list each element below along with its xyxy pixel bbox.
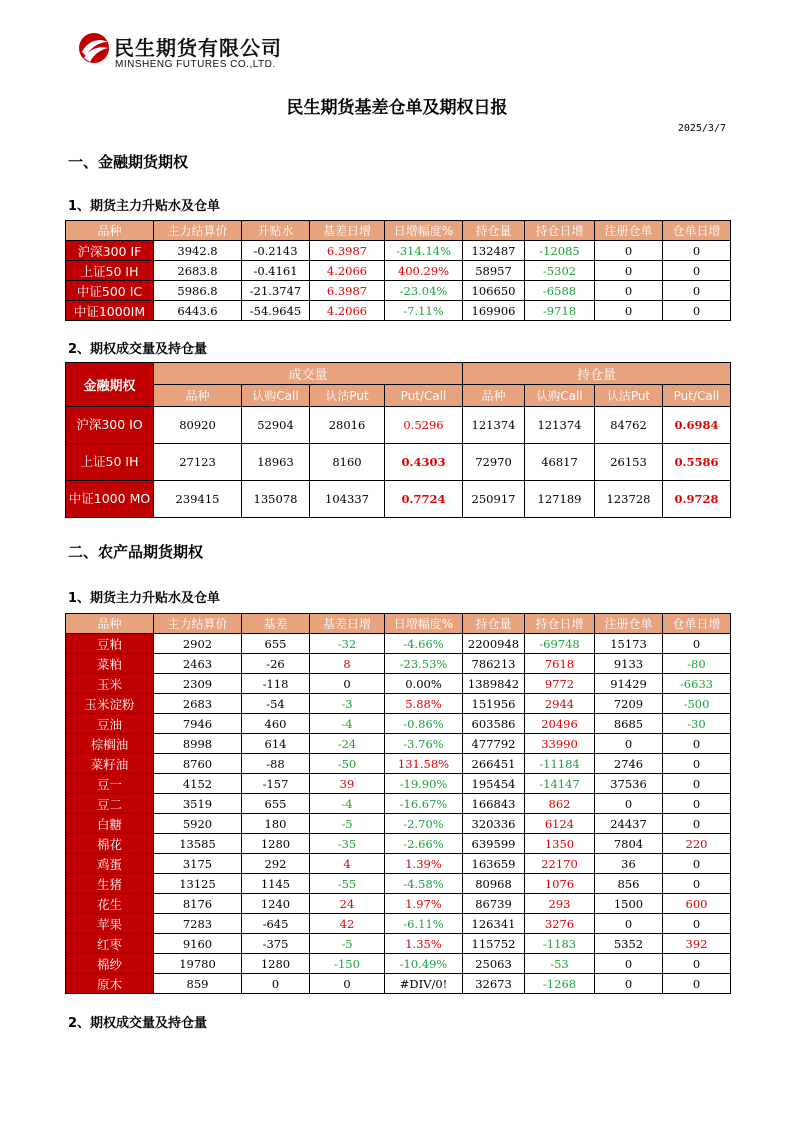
table-cell: 320336 (463, 814, 525, 834)
table-cell: 0 (663, 734, 731, 754)
table-row (66, 734, 731, 754)
table-cell: 0 (595, 281, 663, 301)
table-cell: 8685 (595, 714, 663, 734)
table-cell: 3942.8 (154, 241, 242, 261)
table-cell: -5302 (525, 261, 595, 281)
table-row (66, 834, 731, 854)
table-cell: 8176 (154, 894, 242, 914)
table-cell: -19.90% (385, 774, 463, 794)
column-header: 品种 (66, 221, 154, 241)
table-cell: 614 (242, 734, 310, 754)
table-row (66, 934, 731, 954)
table-cell: 1389842 (463, 674, 525, 694)
table-cell: 0 (595, 954, 663, 974)
sub-header-row (66, 385, 731, 407)
table-row (66, 654, 731, 674)
table-row (66, 894, 731, 914)
column-header: 认沽Put (310, 385, 385, 407)
column-header: 注册仓单 (595, 614, 663, 634)
table-cell: -4 (310, 794, 385, 814)
table-cell: 126341 (463, 914, 525, 934)
table-cell: 6124 (525, 814, 595, 834)
table-cell: 0 (663, 301, 731, 321)
table-cell: -5 (310, 814, 385, 834)
table-cell: 0 (595, 974, 663, 994)
table-cell: 80968 (463, 874, 525, 894)
table-cell: 42 (310, 914, 385, 934)
table-cell: 26153 (595, 444, 663, 481)
table-cell: 477792 (463, 734, 525, 754)
table-cell: 135078 (242, 481, 310, 518)
table-row (66, 714, 731, 734)
table-cell: -4.66% (385, 634, 463, 654)
table-cell: -314.14% (385, 241, 463, 261)
table-cell: -32 (310, 634, 385, 654)
column-header: 持仓日增 (525, 614, 595, 634)
table-cell: 0 (663, 954, 731, 974)
table-cell: 5.88% (385, 694, 463, 714)
row-label: 棉纱 (66, 954, 154, 974)
table-cell: 0.6984 (663, 407, 731, 444)
row-label: 花生 (66, 894, 154, 914)
table-cell: 3519 (154, 794, 242, 814)
column-header: 仓单日增 (663, 221, 731, 241)
table-cell: 0 (595, 241, 663, 261)
table-cell: -69748 (525, 634, 595, 654)
table-cell: 5986.8 (154, 281, 242, 301)
table-cell: 180 (242, 814, 310, 834)
table-cell: 1145 (242, 874, 310, 894)
table-cell: 655 (242, 634, 310, 654)
table-cell: 250917 (463, 481, 525, 518)
table-cell: -7.11% (385, 301, 463, 321)
table-cell: 0 (663, 854, 731, 874)
column-header: 日增幅度% (385, 221, 463, 241)
table-cell: -26 (242, 654, 310, 674)
column-header: 认沽Put (595, 385, 663, 407)
table-cell: 1076 (525, 874, 595, 894)
row-label: 上证50 IH (66, 444, 154, 481)
table-cell: 0 (663, 281, 731, 301)
table-cell: -55 (310, 874, 385, 894)
agri-futures-table (65, 613, 731, 994)
column-header: 日增幅度% (385, 614, 463, 634)
table-cell: 2683 (154, 694, 242, 714)
row-label: 沪深300 IF (66, 241, 154, 261)
table-cell: 22170 (525, 854, 595, 874)
column-header: 主力结算价 (154, 614, 242, 634)
table-cell: 0 (595, 734, 663, 754)
header-row (66, 614, 731, 634)
column-header: 认购Call (525, 385, 595, 407)
table-cell: -14147 (525, 774, 595, 794)
table-cell: 0 (663, 814, 731, 834)
table-cell: 52904 (242, 407, 310, 444)
table-cell: 27123 (154, 444, 242, 481)
row-label: 红枣 (66, 934, 154, 954)
table-cell: -54.9645 (242, 301, 310, 321)
table-cell: -88 (242, 754, 310, 774)
table-cell: 24 (310, 894, 385, 914)
table-cell: 15173 (595, 634, 663, 654)
table-cell: 0 (663, 974, 731, 994)
table-row (66, 281, 731, 301)
table-cell: 220 (663, 834, 731, 854)
table-cell: 0 (663, 261, 731, 281)
table-cell: 1500 (595, 894, 663, 914)
table-cell: 3175 (154, 854, 242, 874)
row-label: 菜籽油 (66, 754, 154, 774)
table-cell: 0.5296 (385, 407, 463, 444)
table-row (66, 634, 731, 654)
table-cell: 0 (663, 634, 731, 654)
table-cell: 0 (310, 974, 385, 994)
table-cell: 7804 (595, 834, 663, 854)
table-cell: 239415 (154, 481, 242, 518)
table-cell: 166843 (463, 794, 525, 814)
table-cell: -5 (310, 934, 385, 954)
table-cell: -11184 (525, 754, 595, 774)
table-cell: 266451 (463, 754, 525, 774)
table-cell: 600 (663, 894, 731, 914)
minsheng-logo-icon (78, 30, 110, 66)
table-cell: 856 (595, 874, 663, 894)
table-cell: 0 (663, 241, 731, 261)
table-cell: 131.58% (385, 754, 463, 774)
column-header: Put/Call (385, 385, 463, 407)
oi-group-header: 持仓量 (463, 363, 731, 385)
table-row (66, 241, 731, 261)
table-cell: -0.86% (385, 714, 463, 734)
row-label: 中证1000 MO (66, 481, 154, 518)
table-cell: 292 (242, 854, 310, 874)
table-cell: 0 (663, 914, 731, 934)
row-label: 中证500 IC (66, 281, 154, 301)
table-cell: 603586 (463, 714, 525, 734)
table-cell: 6443.6 (154, 301, 242, 321)
fin-options-subheading: 2、期权成交量及持仓量 (68, 342, 208, 357)
column-header: 升贴水 (242, 221, 310, 241)
fin-options-corner: 金融期权 (66, 363, 154, 407)
table-cell: -9718 (525, 301, 595, 321)
table-cell: 4 (310, 854, 385, 874)
table-cell: 8160 (310, 444, 385, 481)
row-label: 玉米淀粉 (66, 694, 154, 714)
table-cell: 19780 (154, 954, 242, 974)
table-cell: 0.4303 (385, 444, 463, 481)
table-cell: 24437 (595, 814, 663, 834)
row-label: 豆油 (66, 714, 154, 734)
table-row (66, 814, 731, 834)
table-cell: 8 (310, 654, 385, 674)
table-cell: 58957 (463, 261, 525, 281)
table-cell: 460 (242, 714, 310, 734)
column-header: Put/Call (663, 385, 731, 407)
table-cell: 293 (525, 894, 595, 914)
column-header: 品种 (154, 385, 242, 407)
column-header: 基差 (242, 614, 310, 634)
table-cell: 115752 (463, 934, 525, 954)
table-row (66, 481, 731, 518)
table-cell: -1183 (525, 934, 595, 954)
table-cell: -118 (242, 674, 310, 694)
table-row (66, 774, 731, 794)
table-cell: 84762 (595, 407, 663, 444)
table-cell: -1268 (525, 974, 595, 994)
table-cell: #DIV/0! (385, 974, 463, 994)
row-label: 豆一 (66, 774, 154, 794)
table-row (66, 794, 731, 814)
table-cell: 37536 (595, 774, 663, 794)
table-cell: 121374 (463, 407, 525, 444)
column-header: 基差日增 (310, 221, 385, 241)
table-cell: 9133 (595, 654, 663, 674)
row-label: 鸡蛋 (66, 854, 154, 874)
logo-english-name: MINSHENG FUTURES CO.,LTD. (115, 59, 276, 70)
table-cell: 1.97% (385, 894, 463, 914)
row-label: 豆粕 (66, 634, 154, 654)
row-label: 棉花 (66, 834, 154, 854)
table-cell: 0 (595, 794, 663, 814)
table-row (66, 854, 731, 874)
agri-futures-subheading: 1、期货主力升贴水及仓单 (68, 591, 221, 606)
table-cell: 9160 (154, 934, 242, 954)
column-header: 持仓量 (463, 614, 525, 634)
column-header: 注册仓单 (595, 221, 663, 241)
table-cell: -50 (310, 754, 385, 774)
table-cell: 7618 (525, 654, 595, 674)
row-label: 菜粕 (66, 654, 154, 674)
table-cell: 2309 (154, 674, 242, 694)
table-cell: 46817 (525, 444, 595, 481)
table-cell: -30 (663, 714, 731, 734)
volume-group-header: 成交量 (154, 363, 463, 385)
table-cell: 123728 (595, 481, 663, 518)
table-row (66, 444, 731, 481)
table-cell: 7209 (595, 694, 663, 714)
table-cell: 1240 (242, 894, 310, 914)
table-cell: 8998 (154, 734, 242, 754)
table-cell: 0 (595, 301, 663, 321)
company-logo (78, 30, 318, 74)
row-label: 豆二 (66, 794, 154, 814)
table-cell: 0 (242, 974, 310, 994)
table-cell: 2746 (595, 754, 663, 774)
table-cell: 121374 (525, 407, 595, 444)
column-header: 品种 (463, 385, 525, 407)
table-cell: 106650 (463, 281, 525, 301)
table-cell: 0.7724 (385, 481, 463, 518)
report-title: 民生期货基差仓单及期权日报 (286, 98, 508, 118)
table-cell: 1280 (242, 954, 310, 974)
table-cell: 72970 (463, 444, 525, 481)
table-cell: 0 (595, 914, 663, 934)
table-cell: 25063 (463, 954, 525, 974)
table-cell: -4 (310, 714, 385, 734)
table-row (66, 407, 731, 444)
table-cell: 0 (310, 674, 385, 694)
table-cell: 18963 (242, 444, 310, 481)
table-cell: -6.11% (385, 914, 463, 934)
table-cell: -21.3747 (242, 281, 310, 301)
table-cell: 7283 (154, 914, 242, 934)
table-cell: 639599 (463, 834, 525, 854)
table-row (66, 754, 731, 774)
table-cell: -6633 (663, 674, 731, 694)
table-row (66, 674, 731, 694)
table-cell: -3.76% (385, 734, 463, 754)
row-label: 原木 (66, 974, 154, 994)
table-cell: 0 (663, 754, 731, 774)
table-cell: -2.70% (385, 814, 463, 834)
table-cell: 2200948 (463, 634, 525, 654)
table-cell: -6588 (525, 281, 595, 301)
table-cell: -23.04% (385, 281, 463, 301)
table-cell: 2463 (154, 654, 242, 674)
table-row (66, 954, 731, 974)
table-cell: 0.00% (385, 674, 463, 694)
table-cell: 7946 (154, 714, 242, 734)
table-cell: 0 (663, 794, 731, 814)
table-cell: 0 (595, 261, 663, 281)
table-cell: -2.66% (385, 834, 463, 854)
header-row (66, 221, 731, 241)
table-row (66, 914, 731, 934)
table-cell: 2944 (525, 694, 595, 714)
table-cell: -23.53% (385, 654, 463, 674)
table-cell: 786213 (463, 654, 525, 674)
table-row (66, 694, 731, 714)
table-cell: -35 (310, 834, 385, 854)
table-cell: 3276 (525, 914, 595, 934)
table-cell: -150 (310, 954, 385, 974)
row-label: 棕榈油 (66, 734, 154, 754)
table-cell: 6.3987 (310, 241, 385, 261)
section-financial-heading: 一、金融期货期权 (68, 153, 189, 171)
table-cell: 1280 (242, 834, 310, 854)
column-header: 持仓日增 (525, 221, 595, 241)
row-label: 苹果 (66, 914, 154, 934)
table-cell: -0.4161 (242, 261, 310, 281)
table-cell: 0 (663, 874, 731, 894)
table-cell: 2683.8 (154, 261, 242, 281)
table-cell: 655 (242, 794, 310, 814)
table-cell: 86739 (463, 894, 525, 914)
table-cell: 169906 (463, 301, 525, 321)
table-row (66, 974, 731, 994)
table-cell: 127189 (525, 481, 595, 518)
table-cell: 2902 (154, 634, 242, 654)
table-cell: -80 (663, 654, 731, 674)
column-header: 品种 (66, 614, 154, 634)
column-header: 基差日增 (310, 614, 385, 634)
table-cell: -0.2143 (242, 241, 310, 261)
report-date: 2025/3/7 (677, 123, 726, 134)
table-cell: 4152 (154, 774, 242, 794)
table-cell: 151956 (463, 694, 525, 714)
table-cell: 0.5586 (663, 444, 731, 481)
table-cell: 104337 (310, 481, 385, 518)
table-cell: -3 (310, 694, 385, 714)
table-cell: 33990 (525, 734, 595, 754)
row-label: 沪深300 IO (66, 407, 154, 444)
table-cell: 1.35% (385, 934, 463, 954)
section-agri-heading: 二、农产品期货期权 (68, 543, 204, 561)
table-cell: -157 (242, 774, 310, 794)
table-cell: 9772 (525, 674, 595, 694)
row-label: 中证1000IM (66, 301, 154, 321)
table-cell: 862 (525, 794, 595, 814)
column-header: 持仓量 (463, 221, 525, 241)
table-cell: 13125 (154, 874, 242, 894)
agri-options-subheading: 2、期权成交量及持仓量 (68, 1016, 208, 1031)
table-row (66, 261, 731, 281)
table-cell: -645 (242, 914, 310, 934)
table-cell: 36 (595, 854, 663, 874)
row-label: 白糖 (66, 814, 154, 834)
table-cell: 5352 (595, 934, 663, 954)
column-header: 主力结算价 (154, 221, 242, 241)
table-cell: 28016 (310, 407, 385, 444)
table-cell: 1.39% (385, 854, 463, 874)
table-cell: 20496 (525, 714, 595, 734)
table-cell: -10.49% (385, 954, 463, 974)
table-cell: 859 (154, 974, 242, 994)
table-cell: 1350 (525, 834, 595, 854)
table-cell: -12085 (525, 241, 595, 261)
fin-futures-subheading: 1、期货主力升贴水及仓单 (68, 199, 221, 214)
table-cell: 132487 (463, 241, 525, 261)
table-cell: -24 (310, 734, 385, 754)
table-row (66, 874, 731, 894)
row-label: 生猪 (66, 874, 154, 894)
table-cell: 392 (663, 934, 731, 954)
table-cell: -16.67% (385, 794, 463, 814)
financial-options-table (65, 362, 731, 518)
table-row (66, 301, 731, 321)
table-cell: 4.2066 (310, 301, 385, 321)
column-header: 仓单日增 (663, 614, 731, 634)
table-cell: 195454 (463, 774, 525, 794)
table-cell: 8760 (154, 754, 242, 774)
table-cell: -53 (525, 954, 595, 974)
table-cell: 91429 (595, 674, 663, 694)
table-cell: -500 (663, 694, 731, 714)
table-cell: -4.58% (385, 874, 463, 894)
table-cell: 4.2066 (310, 261, 385, 281)
table-cell: 0 (663, 774, 731, 794)
row-label: 上证50 IH (66, 261, 154, 281)
table-cell: 6.3987 (310, 281, 385, 301)
column-header: 认购Call (242, 385, 310, 407)
table-cell: 39 (310, 774, 385, 794)
table-cell: 32673 (463, 974, 525, 994)
table-cell: 163659 (463, 854, 525, 874)
table-cell: 13585 (154, 834, 242, 854)
table-cell: 80920 (154, 407, 242, 444)
table-cell: 0.9728 (663, 481, 731, 518)
financial-futures-table (65, 220, 731, 321)
row-label: 玉米 (66, 674, 154, 694)
logo-chinese-name: 民生期货有限公司 (114, 36, 282, 60)
table-cell: 400.29% (385, 261, 463, 281)
table-cell: 5920 (154, 814, 242, 834)
table-cell: -375 (242, 934, 310, 954)
table-cell: -54 (242, 694, 310, 714)
